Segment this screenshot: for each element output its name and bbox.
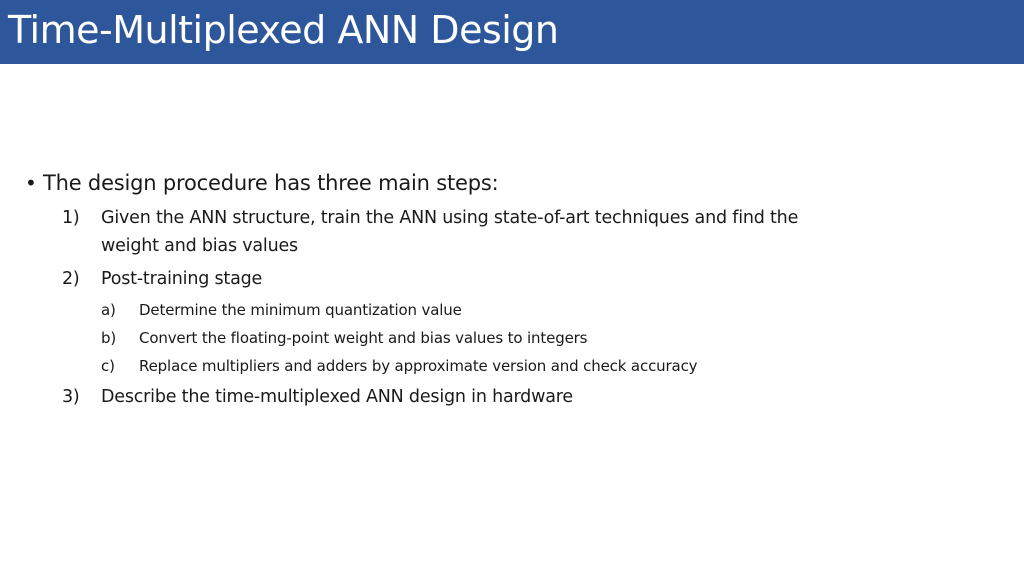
bullet-marker: • [25,171,37,195]
substep-a-text: Determine the minimum quantization value [139,301,462,319]
step-1-marker: 1) [62,208,80,228]
slide-title: Time-Multiplexed ANN Design [8,8,559,52]
step-3-marker: 3) [62,387,80,407]
step-1-text-line-1: Given the ANN structure, train the ANN using state-of-art techniques and find the [101,208,799,228]
substep-a-marker: a) [101,301,116,319]
step-2-text: Post-training stage [101,269,263,289]
substep-c-text: Replace multipliers and adders by approximate version and check accuracy [139,357,698,375]
step-2-marker: 2) [62,269,80,289]
substep-b-text: Convert the floating-point weight and bias values to integers [139,329,588,347]
step-3-text: Describe the time-multiplexed ANN design in hardware [101,387,573,407]
substep-b-marker: b) [101,329,117,347]
substep-c-marker: c) [101,357,115,375]
step-1-text-line-2: weight and bias values [101,236,298,256]
bullet-text: The design procedure has three main steps: [43,171,499,195]
